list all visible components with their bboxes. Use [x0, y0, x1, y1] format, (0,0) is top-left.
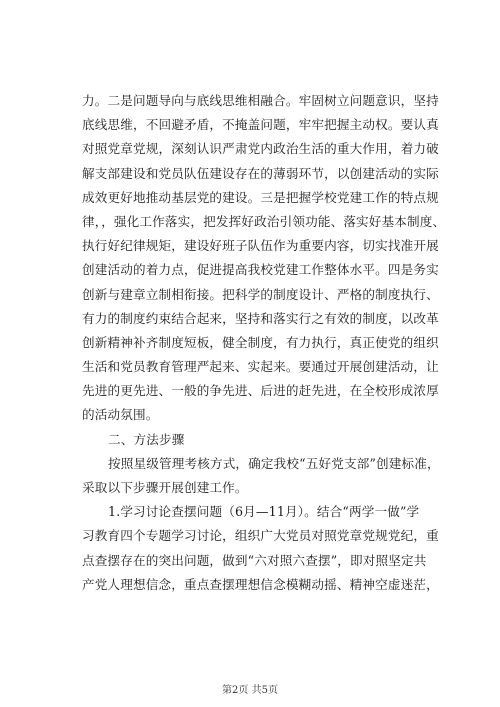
- paragraph-line: 成效更好地推动基层党的建设。三是把握学校党建工作的特点规: [82, 189, 439, 205]
- paragraph-line: 点查摆存在的突出问题，做到“六对照六查摆”，即对照坚定共: [82, 552, 427, 568]
- paragraph-line: 执行好纪律规矩，建设好班子队伍作为重要内容，切实找准开展: [82, 238, 439, 254]
- paragraph-line: 先进的更先进、一般的争先进、后进的赶先进，在全校形成浓厚: [82, 383, 439, 399]
- paragraph-line: 1.学习讨论查摆问题（6月—11月）。结合“两学一做”学: [108, 504, 420, 520]
- paragraph-line: 产党人理想信念，重点查摆理想信念模糊动摇、精神空虚迷茫，: [82, 576, 439, 592]
- body-text: [82, 89, 446, 597]
- page-footer: 第2页 共5页: [222, 685, 278, 696]
- paragraph-line: 采取以下步骤开展创建工作。: [82, 480, 248, 495]
- paragraph-line: 习教育四个专题学习讨论，组织广大党员对照党章党规党纪，重: [82, 528, 439, 544]
- paragraph-line: 创新精神补齐制度短板，健全制度，有力执行，真正使党的组织: [82, 334, 439, 350]
- paragraph-line: 按照星级管理考核方式，确定我校“五好党支部”创建标准，: [108, 455, 440, 471]
- paragraph-line: 有力的制度约束结合起来，坚持和落实行之有效的制度，以改革: [82, 310, 439, 326]
- paragraph-line: 对照党章党规，深刻认识严肃党内政治生活的重大作用，着力破: [82, 141, 439, 157]
- paragraph-line: 底线思维，不回避矛盾，不掩盖问题，牢牢把握主动权。要认真: [82, 117, 439, 133]
- paragraph-line: 生活和党员教育管理严起来、实起来。要通过开展创建活动，让: [82, 359, 439, 375]
- paragraph-line: 律，，强化工作落实，把发挥好政治引领功能、落实好基本制度、: [82, 213, 446, 229]
- paragraph-line: 力。二是问题导向与底线思维相融合。牢固树立问题意识，坚持: [82, 93, 439, 108]
- section-heading: 二、方法步骤: [108, 431, 185, 447]
- paragraph-line: 的活动氛围。: [82, 407, 159, 423]
- paragraph-line: 解支部建设和党员队伍建设存在的薄弱环节，以创建活动的实际: [82, 165, 439, 181]
- paragraph-line: 创建活动的着力点，促进提高我校党建工作整体水平。四是务实: [82, 262, 439, 278]
- paragraph-line: 创新与建章立制相衔接。把科学的制度设计、严格的制度执行、: [82, 286, 439, 302]
